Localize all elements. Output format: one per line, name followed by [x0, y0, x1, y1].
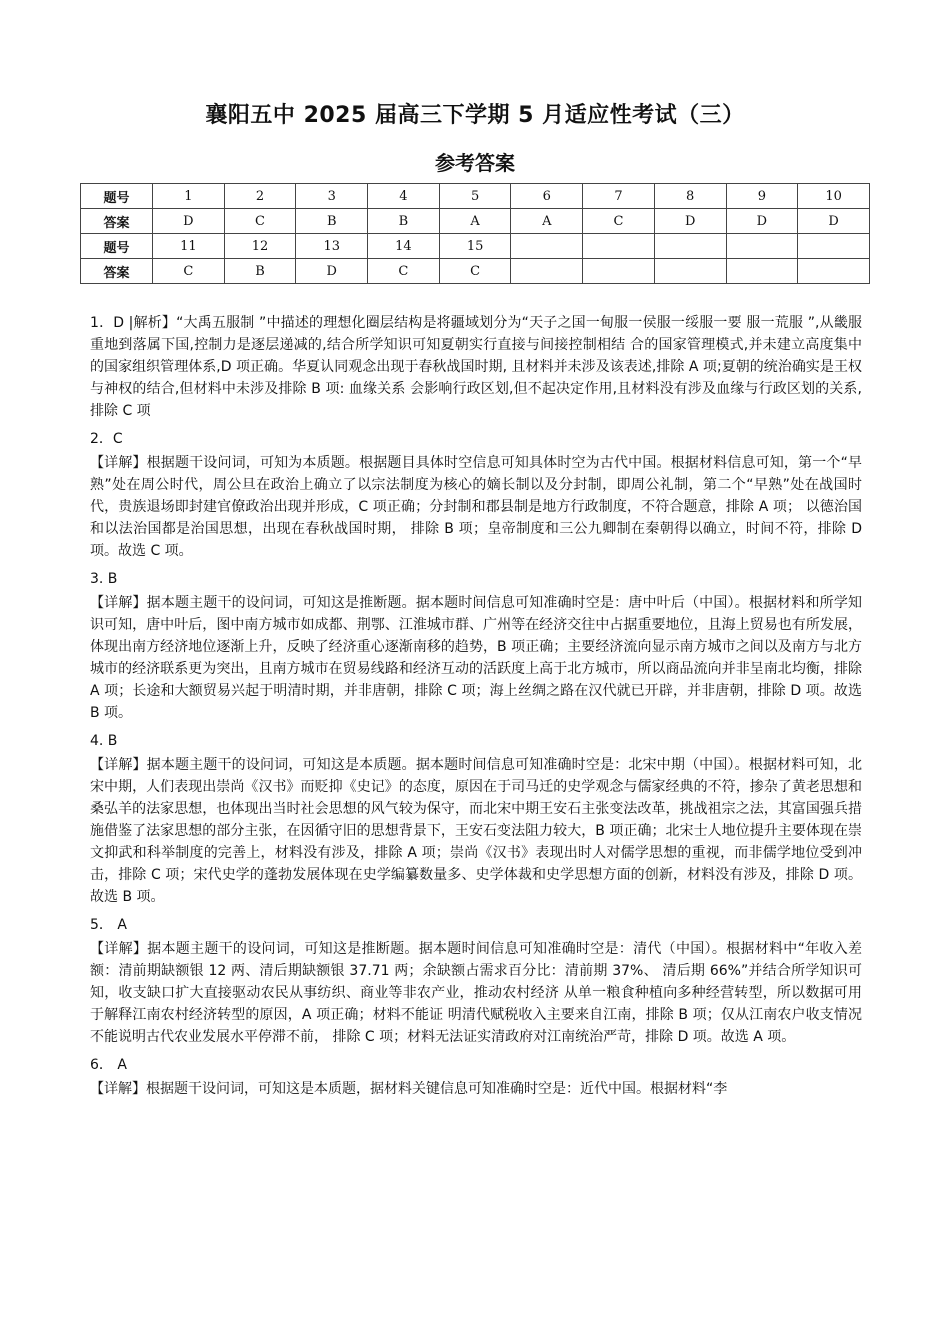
answer-cell: B: [296, 209, 368, 234]
question-number-cell: 5: [439, 184, 511, 209]
answer-cell: A: [511, 209, 583, 234]
answer-cell: C: [224, 209, 296, 234]
question-number-row: [81, 184, 870, 209]
answer-cell: D: [296, 259, 368, 284]
answer-cell: D: [654, 209, 726, 234]
explanations: [90, 312, 862, 1106]
question-number-cell: 3: [296, 184, 368, 209]
question-number-row: [81, 234, 870, 259]
question-number: 5． A: [90, 917, 127, 933]
page-title: 襄阳五中 2025 届高三下学期 5 月适应性考试（三）: [205, 103, 745, 128]
question-number: 6． A: [90, 1057, 127, 1073]
question-number: 2．C: [90, 431, 123, 447]
answer-cell: C: [153, 259, 225, 284]
answer-cell: [583, 259, 655, 284]
question-number-cell: 13: [296, 234, 368, 259]
question-number-cell: 14: [368, 234, 440, 259]
question-number-cell: 1: [153, 184, 225, 209]
answer-label: 答案: [81, 209, 153, 234]
question-number-cell: [583, 234, 655, 259]
answer-table: [80, 183, 870, 284]
answer-cell: D: [798, 209, 870, 234]
question-number-cell: 8: [654, 184, 726, 209]
answer-cell: B: [224, 259, 296, 284]
question-number-cell: 9: [726, 184, 798, 209]
question-number-cell: [726, 234, 798, 259]
question-number-cell: 2: [224, 184, 296, 209]
answer-cell: C: [368, 259, 440, 284]
explanation-paragraph: 【详解】据本题主题干的设问词，可知这是推断题。据本题时间信息可知准确时空是：唐中叶后（中国）。根据材料和所学知识可知，唐中叶后，图中南方城市如成都、荆鄂、江淮城市群、广州等在经济交往中占据重要地位，且海上贸易也有所发展，体现出南方经济地位逐渐上升，反映了经济重心逐渐南移的趋势，B 项正确；主要经济流向显示南方城市之间以及南方与北方城市的经济联系更为突出，且南方城市在贸易线路和经济互动的活跃度上高于北方城市，所以商品流向并非呈南北均衡，排除 A 项；长途和大额贸易兴起于明清时期，并非唐朝，排除 C 项；海上丝绸之路在汉代就已开辟，并非唐朝，排除 D 项。故选 B 项。: [90, 595, 862, 721]
question-number-cell: 12: [224, 234, 296, 259]
answer-cell: A: [439, 209, 511, 234]
answer-row: [81, 209, 870, 234]
question-number-cell: 10: [798, 184, 870, 209]
answer-cell: [798, 259, 870, 284]
explanation-paragraph: 【详解】据本题主题干的设问词，可知这是推断题。据本题时间信息可知准确时空是：清代（中国）。根据材料中“年收入差额：清前期缺额银 12 两、清后期缺额银 37.71 两；余缺额占需求百分比：清前期 37%、 清后期 66%”并结合所学知识可知，收支缺口扩大直接驱动农民从事纺织、商业等非农产业，推动农村经济 从单一粮食种植向多种经营转型，所以数据可用于解释江南农村经济转型的原因，A 项正确；材料不能证 明清代赋税收入主要来自江南，排除 B 项；仅从江南农户收支情况不能说明古代农业发展水平停滞不前， 排除 C 项；材料无法证实清政府对江南统治严苛，排除 D 项。故选 A 项。: [90, 941, 862, 1045]
question-number-cell: 7: [583, 184, 655, 209]
answer-cell: [654, 259, 726, 284]
answer-cell: D: [726, 209, 798, 234]
answer-cell: [726, 259, 798, 284]
explanation-paragraph: 1．D |解析】“大禹五服制 ”中描述的理想化圈层结构是将疆域划分为“天子之国一甸服一侯服一绥服一要 服一荒服 ”,从畿服重地到落属下国,控制力是逐层递减的,结合所学知识可知夏朝实行直接与间接控制相结 合的国家管理模式,并未建立高度集中的国家组织管理体系,D 项正确。华夏认同观念出现于春秋战国时期, 且材料并未涉及该表述,排除 A 项;夏朝的统治确实是王权与神权的结合,但材料中未涉及排除 B 项: 血缘关系 会影响行政区划,但不起决定作用,且材料没有涉及血缘与行政区划的关系,排除 C 项: [90, 315, 862, 419]
question-number: 4. B: [90, 733, 118, 749]
question-number-label: 题号: [81, 184, 153, 209]
answer-cell: C: [583, 209, 655, 234]
question-number-cell: 11: [153, 234, 225, 259]
explanation-paragraph: 【详解】据本题主题干的设问词，可知这是本质题。据本题时间信息可知准确时空是：北宋中期（中国）。根据材料可知，北宋中期，人们表现出崇尚《汉书》而贬抑《史记》的态度，原因在于司马迁的史学观念与儒家经典的不符，掺杂了黄老思想和桑弘羊的法家思想，也体现出当时社会思想的风气较为保守，而北宋中期王安石主张变法改革，挑战祖宗之法，其富国强兵措施借鉴了法家思想的部分主张，在因循守旧的思想背景下，王安石变法阻力较大，B 项正确；北宋士人地位提升主要体现在崇文抑武和科举制度的完善上，材料没有涉及，排除 A 项；崇尚《汉书》表现出时人对儒学思想的重视，而非儒学地位受到冲击，排除 C 项；宋代史学的蓬勃发展体现在史学编纂数量多、史学体裁和史学思想方面的创新，材料没有涉及，排除 D 项。故选 B 项。: [90, 757, 862, 905]
answer-row: [81, 259, 870, 284]
question-number-cell: 6: [511, 184, 583, 209]
answer-cell: D: [153, 209, 225, 234]
answer-label: 答案: [81, 259, 153, 284]
question-number: 3. B: [90, 571, 118, 587]
explanation-paragraph: 【详解】根据题干设问词，可知这是本质题，据材料关键信息可知准确时空是：近代中国。根据材料“李: [90, 1081, 728, 1097]
explanation-paragraph: 【详解】根据题干设问词，可知为本质题。根据题目具体时空信息可知具体时空为古代中国。根据材料信息可知，第一个“早熟”处在周公时代，周公旦在政治上确立了以宗法制度为核心的嫡长制以及分封制，即周公礼制，第二个“早熟”处在战国时代，贵族退场即封建官僚政治出现并形成，C 项正确；分封制和郡县制是地方行政制度，不符合题意，排除 A 项； 以德治国和以法治国都是治国思想，出现在春秋战国时期， 排除 B 项；皇帝制度和三公九卿制在秦朝得以确立，时间不符，排除 D 项。故选 C 项。: [90, 455, 862, 559]
answer-cell: B: [368, 209, 440, 234]
answer-cell: C: [439, 259, 511, 284]
question-number-cell: [654, 234, 726, 259]
question-number-label: 题号: [81, 234, 153, 259]
question-number-cell: [798, 234, 870, 259]
answer-cell: [511, 259, 583, 284]
page-subtitle: 参考答案: [435, 151, 515, 175]
question-number-cell: 4: [368, 184, 440, 209]
question-number-cell: 15: [439, 234, 511, 259]
question-number-cell: [511, 234, 583, 259]
